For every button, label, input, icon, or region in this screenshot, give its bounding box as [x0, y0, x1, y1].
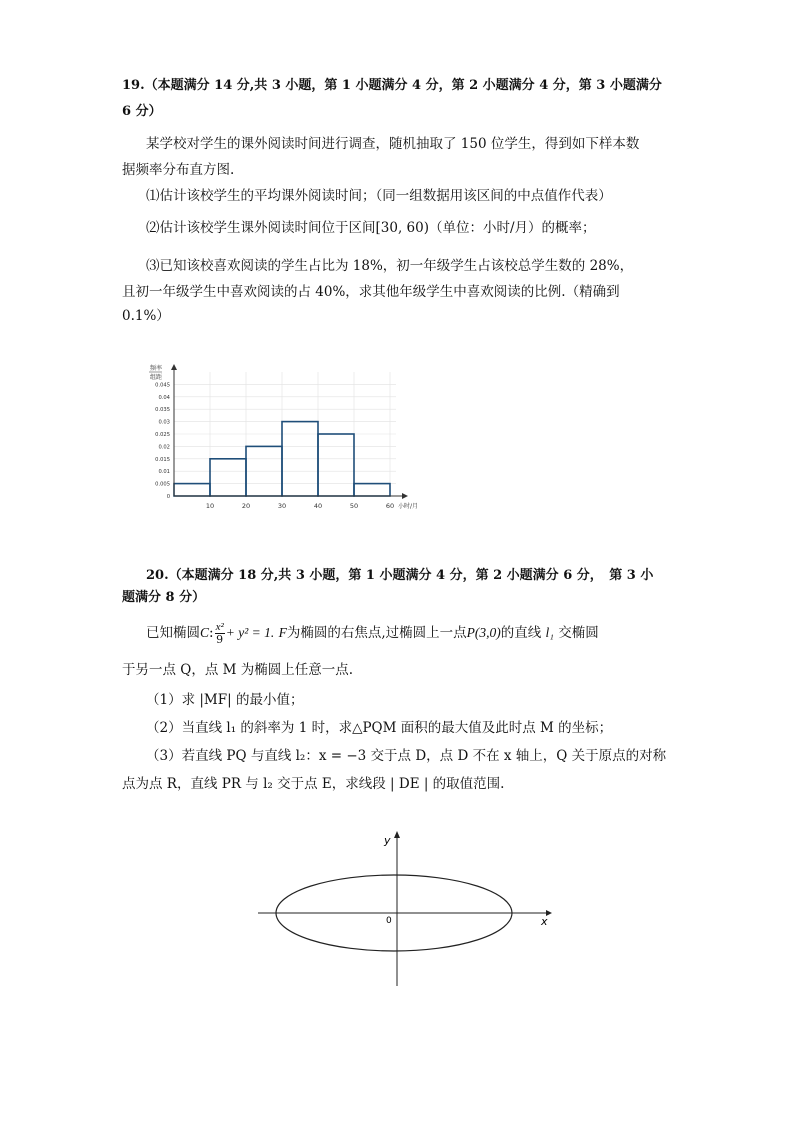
x-axis-label: x	[541, 915, 548, 928]
y-tick-label: 0.02	[158, 444, 170, 451]
frequency-histogram	[140, 362, 440, 522]
focus-label: F	[278, 625, 287, 640]
q19-interval: [30, 60)	[375, 220, 429, 236]
origin-label: 0	[386, 916, 392, 926]
q19-intro-line2: 据频率分布直方图.	[122, 162, 235, 178]
q19-item3-line2: 且初一年级学生中喜欢阅读的占 40%，求其他年级学生中喜欢阅读的比例.（精确到	[122, 284, 620, 300]
x-axis-arrow	[402, 493, 408, 499]
y-tick-label: 0.03	[158, 419, 170, 426]
y-tick-label: 0.035	[155, 407, 170, 414]
x-tick-label: 30	[277, 502, 287, 510]
y-tick-label: 0	[166, 494, 170, 500]
q19-intro-line1: 某学校对学生的课外阅读时间进行调查，随机抽取了 150 位学生，得到如下样本数	[146, 136, 640, 152]
point-p: P(3,0)	[466, 625, 501, 640]
q19-item3-line3: 0.1%）	[122, 308, 170, 324]
ellipse-name: C	[200, 625, 210, 640]
x-tick-label: 50	[349, 502, 359, 510]
q20-item3-line2: 点为点 R，直线 PR 与 l₂ 交于点 E，求线段 | DE | 的取值范围.	[122, 776, 505, 792]
x-tick-label: 60	[385, 502, 395, 510]
q20-intro-line2: 于另一点 Q，点 M 为椭圆上任意一点.	[122, 662, 354, 678]
x-tick-label: 20	[241, 502, 251, 510]
y-tick-label: 0.005	[155, 481, 170, 488]
q19-number: 19.	[122, 78, 145, 93]
ellipse-fraction: $\frac{\text{x²}}{9}$	[215, 621, 224, 646]
x-axis-unit-label: 小时/月	[398, 503, 419, 510]
y-tick-label: 0.04	[158, 394, 170, 401]
q19-item2: ⑵估计该校学生课外阅读时间位于区间[30, 60)（单位：小时/月）的概率；	[146, 220, 596, 236]
q20-item2: （2）当直线 l₁ 的斜率为 1 时，求△PQM 面积的最大值及此时点 M 的坐标；	[146, 720, 613, 736]
y-axis-label-denominator: 组距	[150, 374, 163, 381]
histogram-labels	[149, 364, 418, 510]
q19-item3-line1: ⑶已知该校喜欢阅读的学生占比为 18%，初一年级学生占该校总学生数的 28%，	[146, 258, 634, 274]
q20-number: 20.	[146, 568, 169, 583]
q20-item3-line1: （3）若直线 PQ 与直线 l₂：x = −3 交于点 D，点 D 不在 x 轴上，Q 关于原点的对称	[146, 748, 667, 764]
q20-item1: （1）求 |MF| 的最小值；	[146, 692, 304, 708]
q19-header-line1: 19.（本题满分 14 分,共 3 小题，第 1 小题满分 4 分，第 2 小题满分 4 分，第 3 小题满分	[122, 78, 662, 93]
ellipse-figure	[250, 826, 560, 992]
histogram-bar	[210, 459, 246, 496]
y-axis-label-numerator: 频率	[150, 365, 163, 372]
histogram-grid	[174, 372, 396, 496]
histogram-bar	[354, 484, 390, 496]
q20-header-line2: 题满分 8 分）	[122, 590, 206, 605]
q19-item1: ⑴估计该校学生的平均课外阅读时间；（同一组数据用该区间的中点值作代表）	[146, 188, 612, 204]
q20-header-line1: 20.（本题满分 18 分,共 3 小题，第 1 小题满分 4 分，第 2 小题满分 6 分， 第 3 小	[146, 568, 654, 583]
y-axis-arrow	[171, 364, 177, 370]
y-tick-label: 0.025	[155, 432, 170, 438]
y-axis-arrow	[394, 831, 400, 838]
y-tick-label: 0.015	[155, 456, 170, 463]
y-tick-label: 0.045	[155, 382, 170, 389]
histogram-bar	[318, 434, 354, 496]
y-tick-label: 0.01	[158, 469, 170, 476]
ellipse-equation-rest: + y² = 1.	[225, 625, 275, 640]
line-l1: l₁	[545, 625, 554, 640]
histogram-bar	[174, 484, 210, 496]
q20-intro-line1: 已知椭圆C: $\frac{\text{x²}}{9}$ + y² = 1. F为椭圆的右焦点,过椭圆上一点P(3,0)的直线 l₁ 交椭圆	[146, 621, 599, 646]
q19-header-line2: 6 分）	[122, 104, 162, 119]
y-axis-label: y	[384, 834, 391, 847]
x-tick-label: 10	[205, 502, 215, 510]
x-tick-label: 40	[313, 502, 323, 510]
